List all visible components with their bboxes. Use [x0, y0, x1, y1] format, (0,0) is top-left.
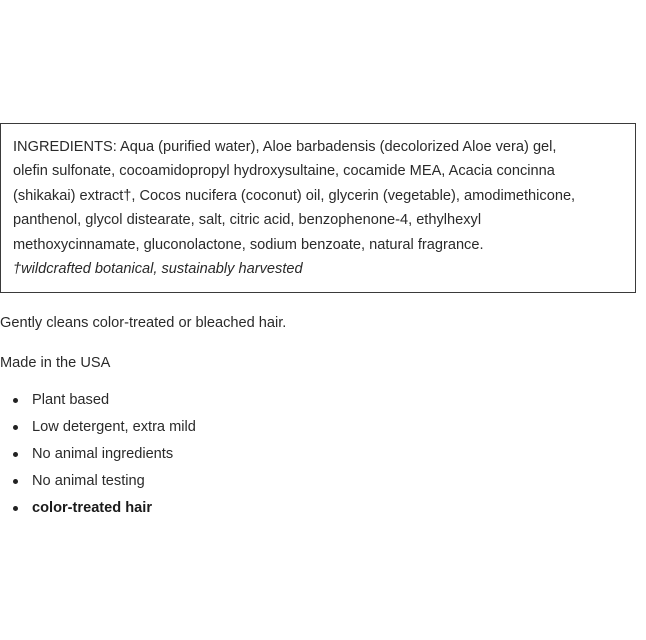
feature-label: No animal ingredients: [32, 446, 174, 462]
ingredients-line: INGREDIENTS: Aqua (purified water), Aloe barbadensis (decolorized Aloe vera) gel,: [13, 139, 557, 155]
bullet-icon: [13, 479, 18, 484]
feature-list: [0, 388, 196, 523]
feature-label: Plant based: [32, 392, 110, 408]
ingredients-line: panthenol, glycol distearate, salt, citric acid, benzophenone-4, ethylhexyl: [13, 212, 482, 229]
feature-item: [0, 388, 196, 415]
country-of-origin: Made in the USA: [0, 355, 111, 371]
ingredients-line: (shikakai) extract†, Cocos nucifera (coconut) oil, glycerin (vegetable), amodimethicone,: [13, 187, 576, 204]
ingredients-line: methoxycinnamate, gluconolactone, sodium benzoate, natural fragrance.: [13, 236, 484, 253]
ingredients-box: [0, 123, 636, 293]
feature-item: [0, 442, 196, 469]
bullet-icon: [13, 452, 18, 457]
bullet-icon: [13, 506, 18, 511]
bullet-icon: [13, 398, 18, 403]
feature-item: [0, 469, 196, 496]
feature-item: [0, 496, 196, 523]
feature-label: Low detergent, extra mild: [32, 419, 196, 435]
feature-label: color-treated hair: [32, 500, 153, 516]
feature-item: [0, 415, 196, 442]
ingredients-line: olefin sulfonate, cocoamidopropyl hydroxysultaine, cocamide MEA, Acacia concinna: [13, 163, 555, 180]
product-description: Gently cleans color-treated or bleached hair.: [0, 315, 287, 331]
feature-label: No animal testing: [32, 473, 145, 489]
bullet-icon: [13, 425, 18, 430]
ingredients-footnote: †wildcrafted botanical, sustainably harvested: [13, 261, 303, 278]
